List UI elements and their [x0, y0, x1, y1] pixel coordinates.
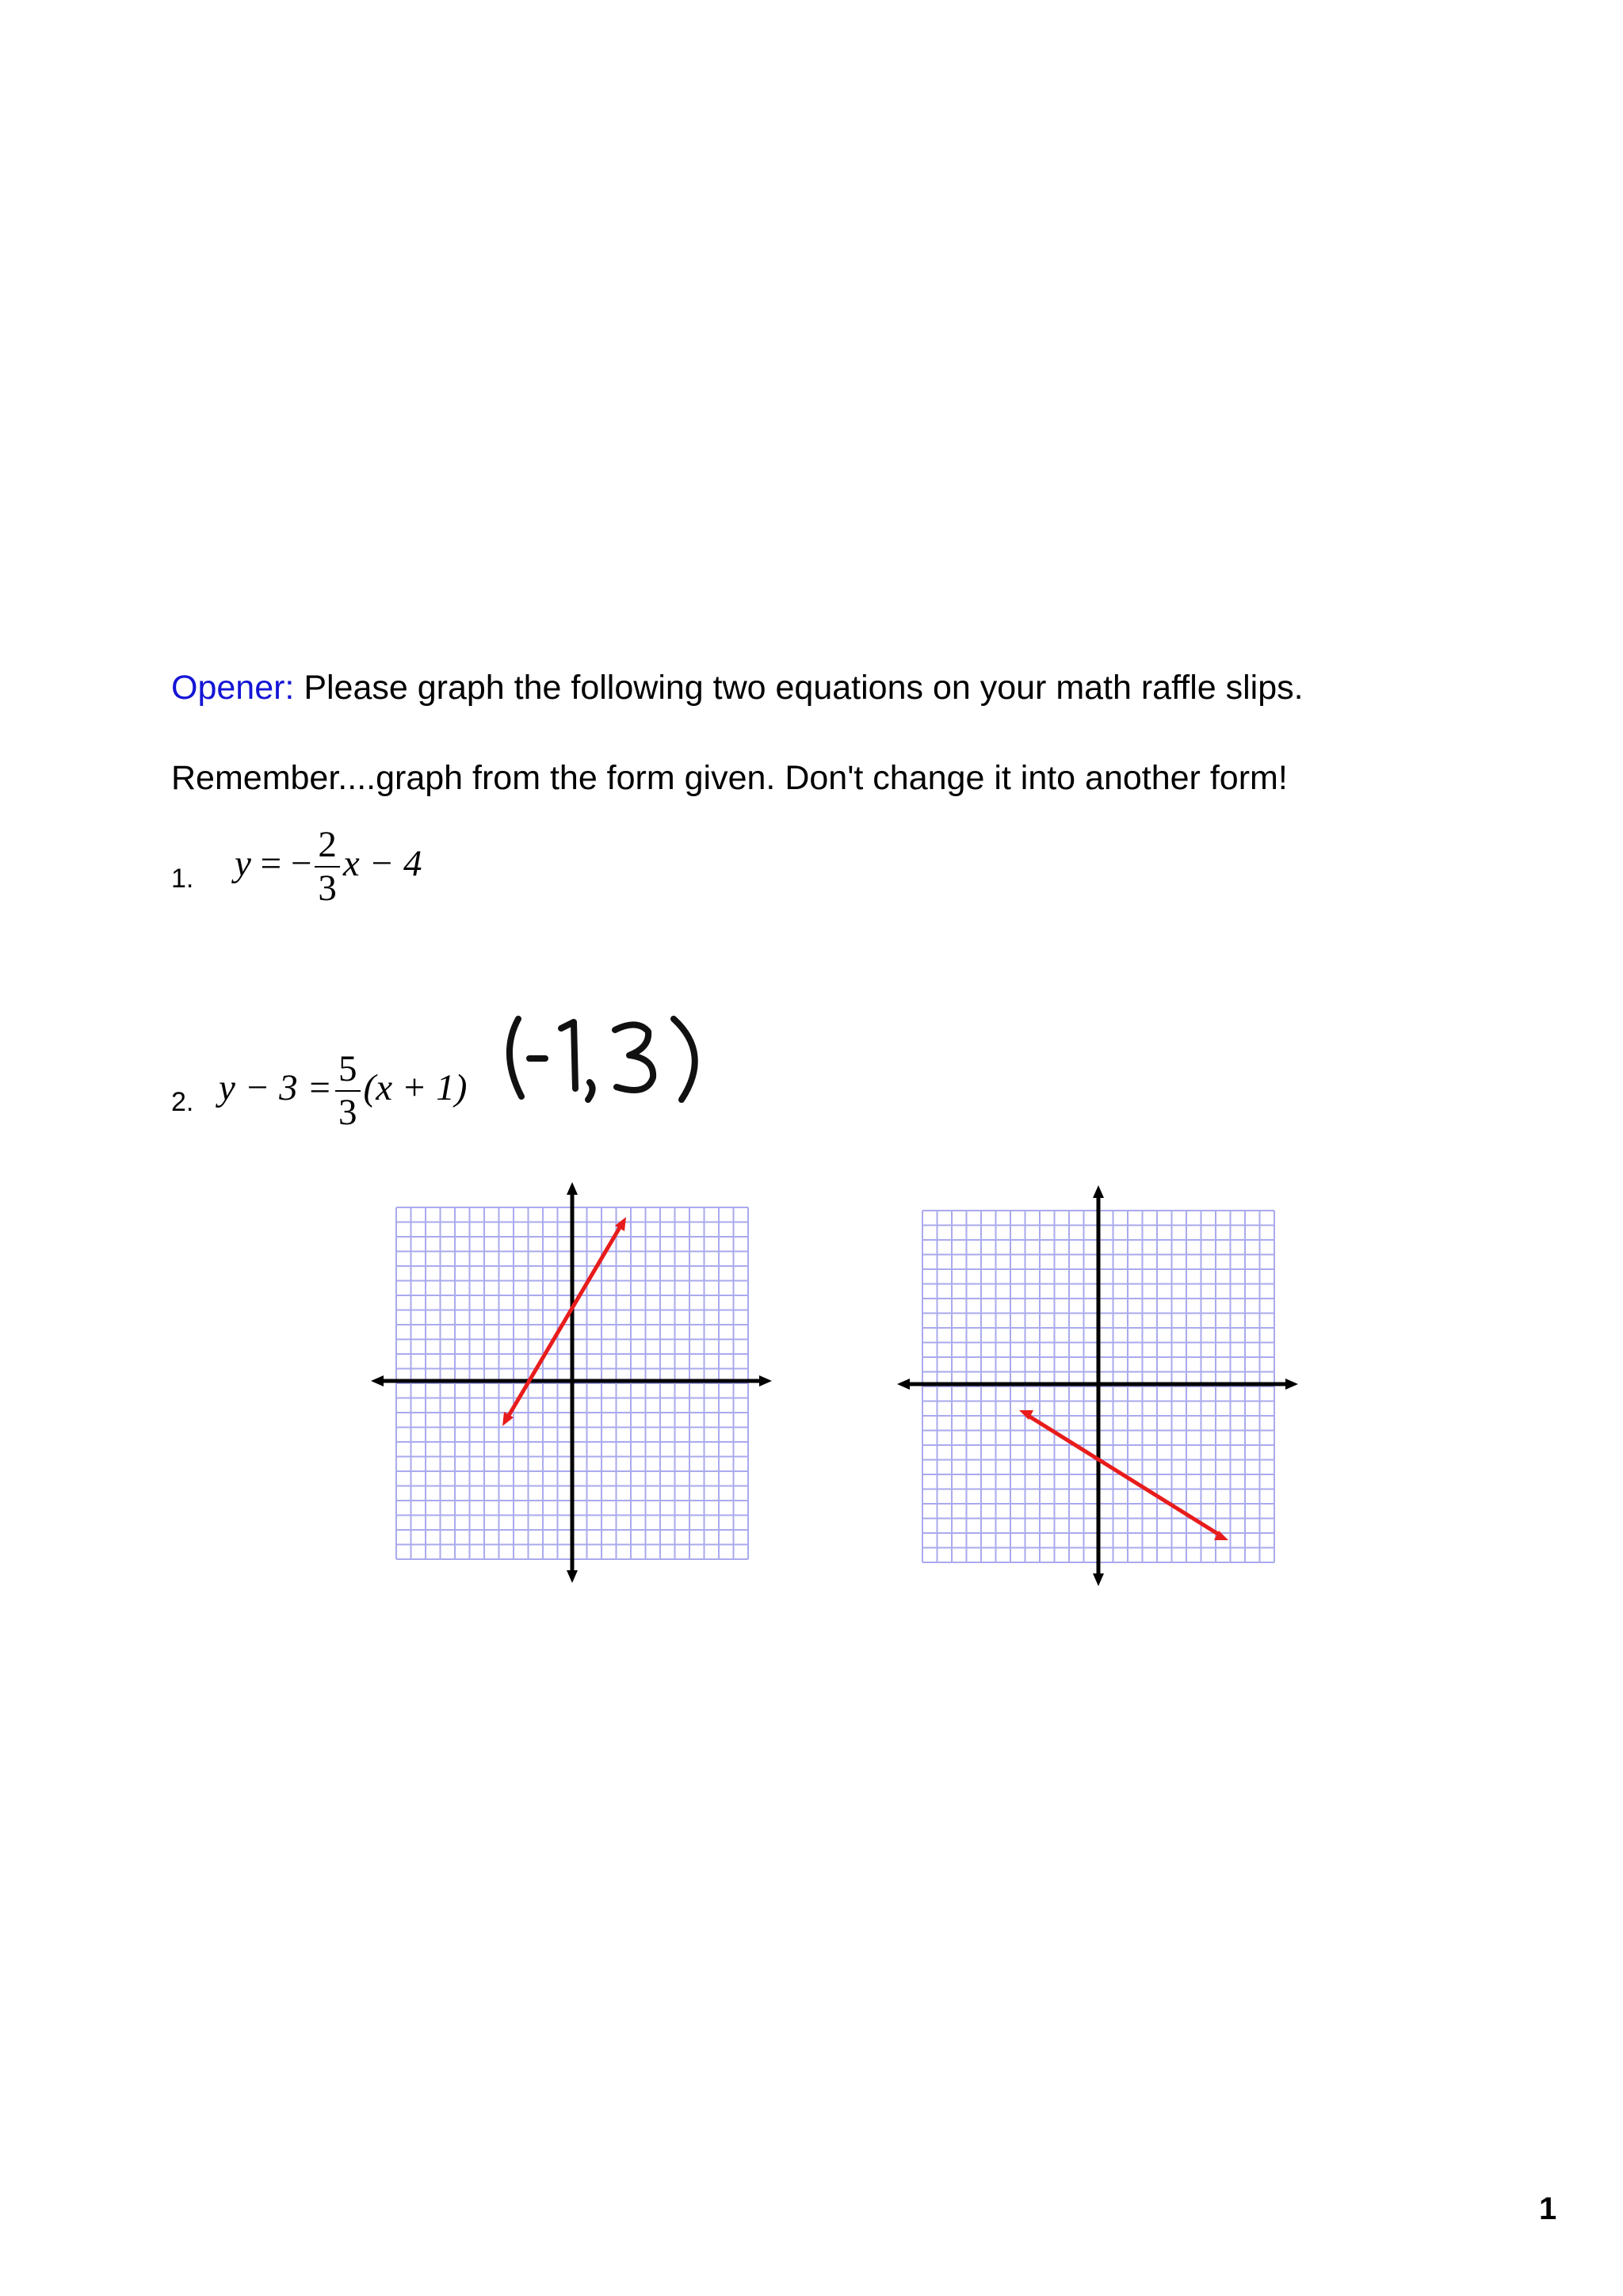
graph-1-y-arrow-up [567, 1182, 578, 1195]
opener-label: Opener: [171, 669, 295, 707]
graph-1-red-line [507, 1225, 621, 1418]
graph-1-line [502, 1217, 626, 1426]
graph-1-axes [371, 1182, 772, 1583]
opener-text: Please graph the following two equations on your math raffle slips. [294, 669, 1304, 707]
graph-1-x-arrow-right [759, 1375, 772, 1386]
graph-2-x-arrow-left [897, 1379, 910, 1390]
problem-1-lhs: y [235, 842, 251, 884]
graph-2 [892, 1180, 1304, 1592]
problem-2-number: 2. [171, 1087, 194, 1117]
problem-1-numerator: 2 [315, 826, 340, 868]
problem-1-denominator: 3 [318, 868, 337, 909]
problem-1-fraction [315, 826, 340, 907]
problem-2-rhs: (x + 1) [363, 1066, 468, 1108]
remember-note: Remember....graph from the form given. Don't change it into another form! [171, 759, 1288, 797]
problem-1-equals: = − [250, 842, 312, 884]
problem-2-denominator: 3 [338, 1092, 357, 1133]
problem-1-rhs: x − 4 [342, 842, 422, 884]
graph-1-y-arrow-down [567, 1570, 578, 1583]
graph-2-y-arrow-down [1093, 1573, 1104, 1586]
graph-1 [366, 1177, 778, 1589]
graph-1-x-arrow-left [371, 1375, 384, 1386]
opener-line [171, 669, 1304, 707]
problem-2-lhs: y − 3 = [219, 1066, 333, 1108]
graph-2-x-arrow-right [1285, 1379, 1298, 1390]
problem-2-numerator: 5 [335, 1051, 361, 1092]
problem-2-fraction [335, 1048, 361, 1133]
problem-1-number: 1. [171, 864, 194, 894]
graph-2-y-arrow-up [1093, 1185, 1104, 1198]
problem-2-equation [219, 1048, 468, 1133]
page-number: 1 [1539, 2191, 1557, 2226]
handwritten-point-note [495, 1013, 716, 1108]
problem-1-equation [235, 826, 422, 907]
graph-2-axes [897, 1185, 1298, 1586]
